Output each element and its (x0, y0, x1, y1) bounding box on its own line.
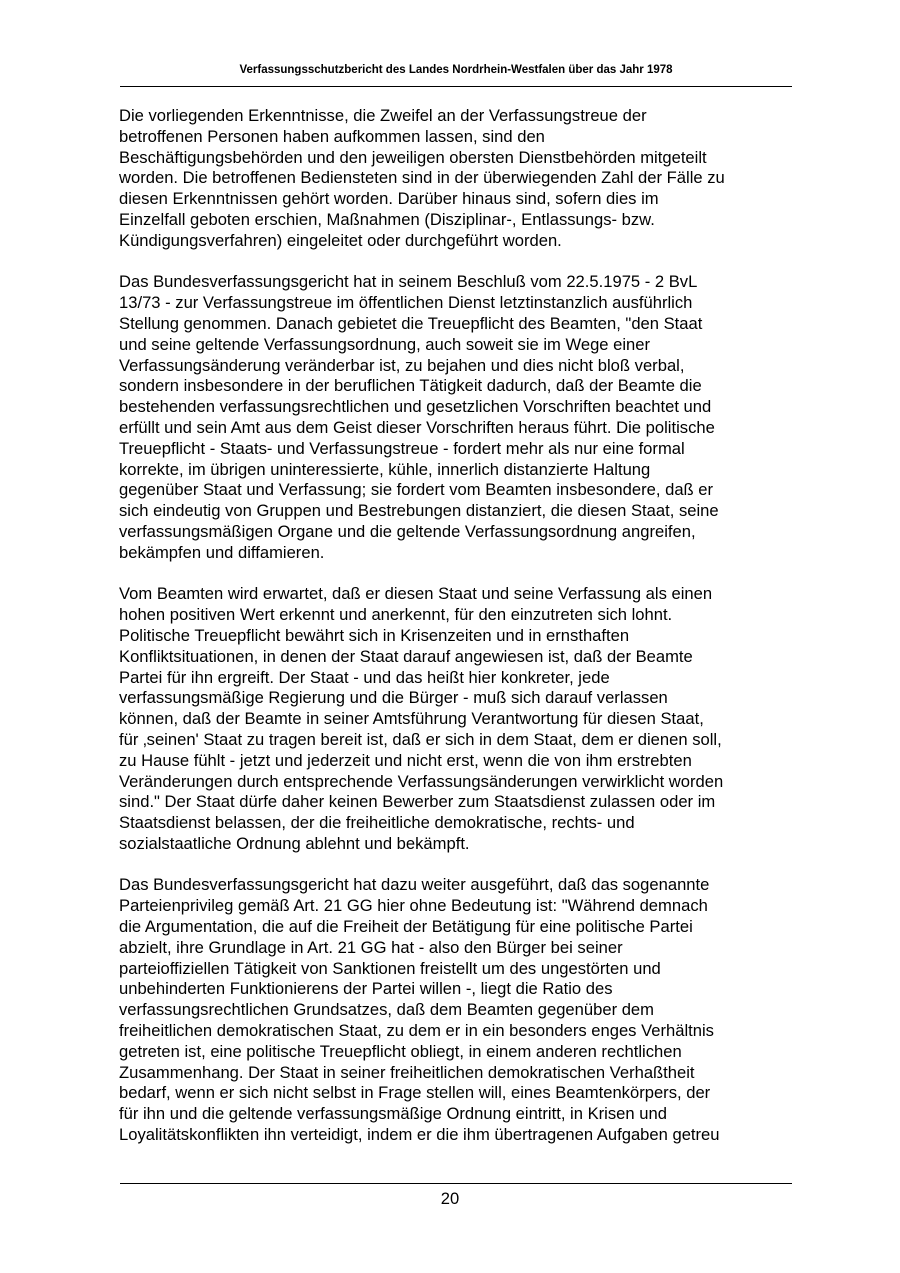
text-line: Treuepflicht - Staats- und Verfassungstreue - fordert mehr als nur eine formal (119, 438, 685, 458)
text-line: Partei für ihn ergreift. Der Staat - und das heißt hier konkreter, jede (119, 667, 610, 687)
text-line: und seine geltende Verfassungsordnung, auch soweit sie im Wege einer (119, 334, 651, 354)
footer-divider (120, 1183, 792, 1184)
text-line: diesen Erkenntnissen gehört worden. Darüber hinaus sind, sofern dies im (119, 189, 659, 209)
text-line: Kündigungsverfahren) eingeleitet oder durchgeführt worden. (119, 230, 562, 250)
text-line: für ‚seinen' Staat zu tragen bereit ist, daß er sich in dem Staat, dem er dienen soll, (119, 729, 722, 749)
text-line: verfassungsmäßige Regierung und die Bürger - muß sich darauf verlassen (119, 688, 668, 708)
paragraph-3 (119, 584, 799, 854)
text-line: Das Bundesverfassungsgericht hat dazu weiter ausgeführt, daß das sogenannte (119, 875, 710, 895)
text-line: für ihn und die geltende verfassungsmäßige Ordnung eintritt, in Krisen und (119, 1104, 667, 1124)
text-line: abzielt, ihre Grundlage in Art. 21 GG hat - also den Bürger bei seiner (119, 937, 623, 957)
document-body (119, 106, 799, 1167)
text-line: gegenüber Staat und Verfassung; sie fordert vom Beamten insbesondere, daß er (119, 480, 714, 500)
text-line: Zusammenhang. Der Staat in seiner freiheitlichen demokratischen Verhaßtheit (119, 1062, 695, 1082)
text-line: verfassungsrechtlichen Grundsatzes, daß dem Beamten gegenüber dem (119, 1000, 654, 1020)
text-line: Veränderungen durch entsprechende Verfassungsänderungen verwirklicht worden (119, 771, 724, 791)
text-line: unbehinderten Funktionierens der Partei willen -, liegt die Ratio des (119, 979, 613, 999)
text-line: Politische Treuepflicht bewährt sich in Krisenzeiten und in ernsthaften (119, 625, 630, 645)
text-line: Vom Beamten wird erwartet, daß er diesen Staat und seine Verfassung als einen (119, 584, 713, 604)
text-line: Verfassungsänderung veränderbar ist, zu bejahen und dies nicht bloß verbal, (119, 355, 685, 375)
text-line: verfassungsmäßigen Organe und die geltende Verfassungsordnung angreifen, (119, 521, 696, 541)
text-line: bedarf, wenn er sich nicht selbst in Frage stellen will, eines Beamtenkörpers, der (119, 1083, 711, 1103)
paragraph-2 (119, 272, 799, 563)
text-line: sich eindeutig von Gruppen und Bestrebungen distanziert, die diesen Staat, seine (119, 501, 719, 521)
text-line: parteioffiziellen Tätigkeit von Sanktionen freistellt um des ungestörten und (119, 958, 661, 978)
text-line: Die vorliegenden Erkenntnisse, die Zweifel an der Verfassungstreue der (119, 106, 647, 125)
text-line: sind." Der Staat dürfe daher keinen Bewerber zum Staatsdienst zulassen oder im (119, 792, 716, 812)
text-line: Konfliktsituationen, in denen der Staat darauf angewiesen ist, daß der Beamte (119, 646, 693, 666)
text-line: zu Hause fühlt - jetzt und jederzeit und nicht erst, wenn die von ihm erstrebten (119, 750, 692, 770)
page-number: 20 (440, 1189, 460, 1208)
header-divider (120, 86, 792, 87)
paragraph-1 (119, 106, 799, 252)
text-line: Loyalitätskonflikten ihn verteidigt, indem er die ihm übertragenen Aufgaben getreu (119, 1125, 720, 1145)
text-line: Stellung genommen. Danach gebietet die Treuepflicht des Beamten, "den Staat (119, 313, 703, 333)
text-line: können, daß der Beamte in seiner Amtsführung Verantwortung für diesen Staat, (119, 709, 704, 729)
text-line: betroffenen Personen haben aufkommen lassen, sind den (119, 126, 545, 146)
text-line: sozialstaatliche Ordnung ablehnt und bekämpft. (119, 833, 470, 853)
text-line: Beschäftigungsbehörden und den jeweiligen obersten Dienstbehörden mitgeteilt (119, 147, 707, 167)
text-line: worden. Die betroffenen Bediensteten sind in der überwiegenden Zahl der Fälle zu (119, 168, 725, 188)
text-line: bestehenden verfassungsrechtlichen und gesetzlichen Vorschriften beachtet und (119, 397, 712, 417)
text-line: die Argumentation, die auf die Freiheit der Betätigung für eine politische Partei (119, 917, 693, 937)
text-line: sondern insbesondere in der beruflichen Tätigkeit dadurch, daß der Beamte die (119, 376, 702, 396)
text-line: getreten ist, eine politische Treuepflicht obliegt, in einem anderen rechtlichen (119, 1041, 682, 1061)
text-line: korrekte, im übrigen uninteressierte, kühle, innerlich distanzierte Haltung (119, 459, 651, 479)
paragraph-4 (119, 875, 799, 1145)
page-header-title: Verfassungsschutzbericht des Landes Nordrhein-Westfalen über das Jahr 1978 (239, 64, 673, 76)
text-line: hohen positiven Wert erkennt und anerkennt, für den einzutreten sich lohnt. (119, 605, 673, 625)
text-line: Einzelfall geboten erschien, Maßnahmen (Disziplinar-, Entlassungs- bzw. (119, 209, 655, 229)
text-line: 13/73 - zur Verfassungstreue im öffentlichen Dienst letztinstanzlich ausführlich (119, 293, 693, 313)
text-line: erfüllt und sein Amt aus dem Geist dieser Vorschriften heraus führt. Die politische (119, 417, 715, 437)
text-line: Parteienprivileg gemäß Art. 21 GG hier ohne Bedeutung ist: "Während demnach (119, 896, 708, 916)
text-line: bekämpfen und diffamieren. (119, 542, 325, 562)
text-line: Staatsdienst belassen, der die freiheitliche demokratische, rechts- und (119, 813, 635, 833)
text-line: freiheitlichen demokratischen Staat, zu dem er in ein besonders enges Verhältnis (119, 1021, 714, 1041)
text-line: Das Bundesverfassungsgericht hat in seinem Beschluß vom 22.5.1975 - 2 BvL (119, 272, 698, 292)
